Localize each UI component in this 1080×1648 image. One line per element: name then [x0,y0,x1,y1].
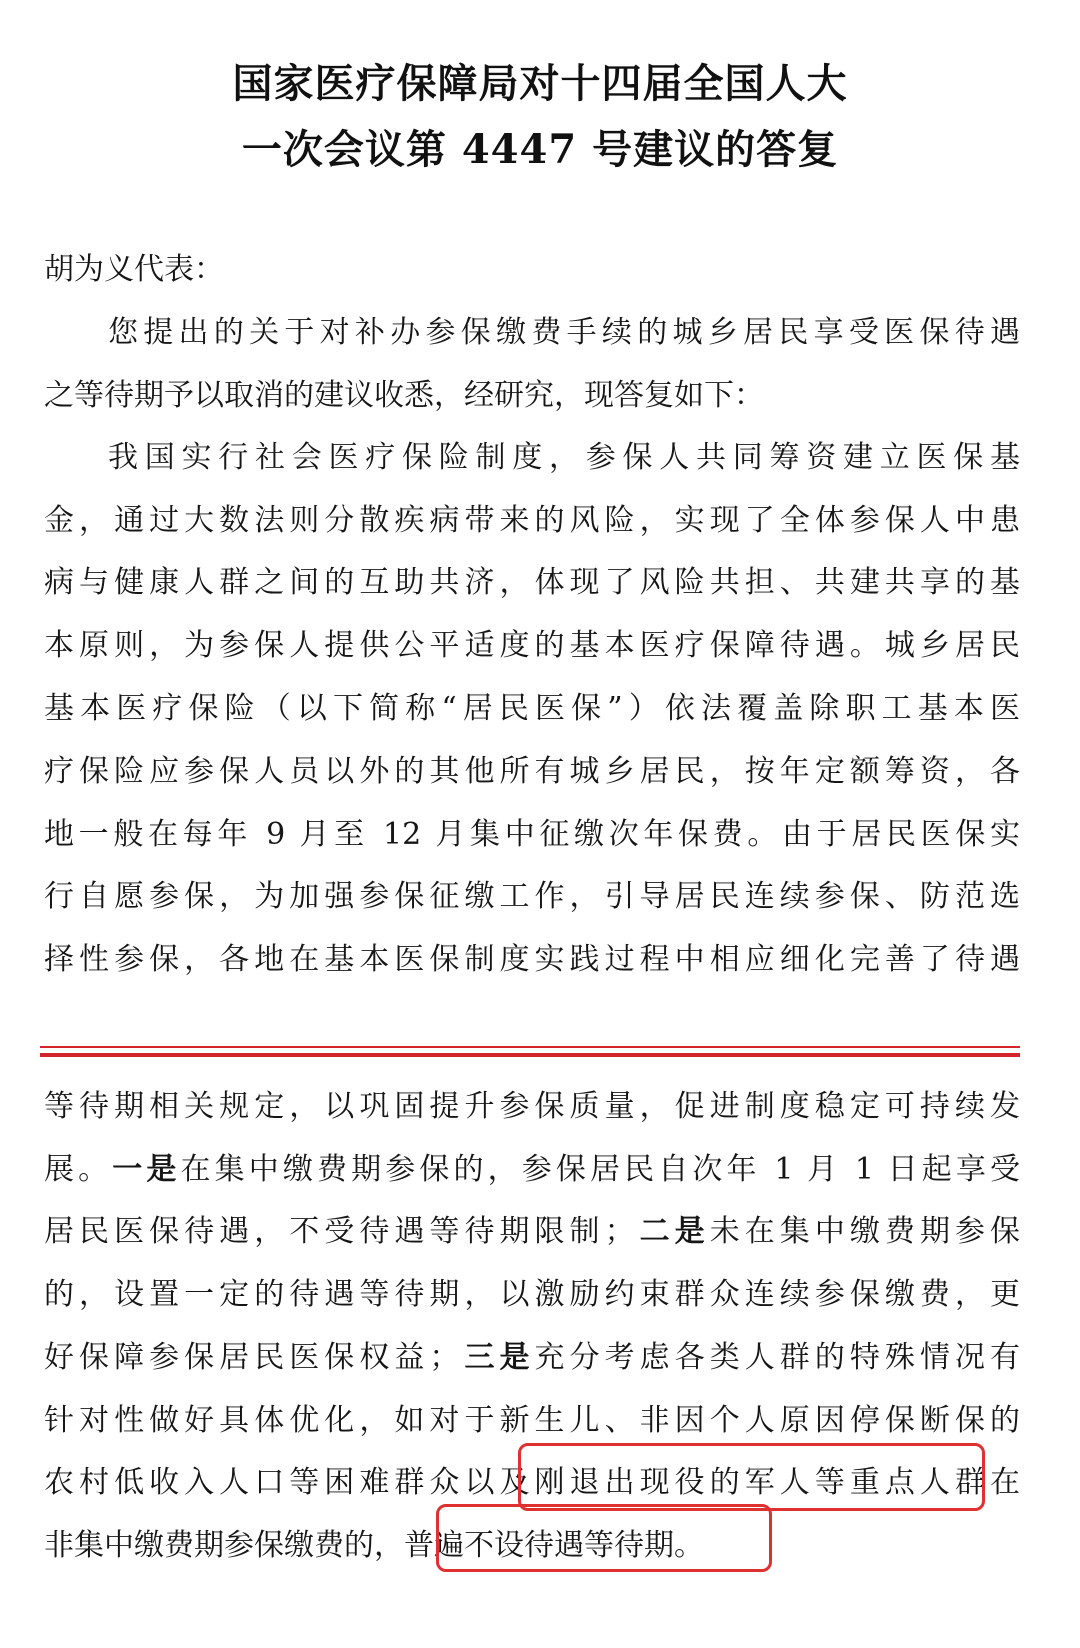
highlight-box-military [518,1443,985,1511]
point-three-label: 三是 [459,1340,535,1375]
text-run: 在集中缴费期参保的，参保居民自次年 1 月 1 日起享受 [180,1152,1020,1187]
body-line: 金，通过大数法则分散疾病带来的风险，实现了全体参保人中患 [44,503,1020,538]
page-divider-thick [40,1053,1020,1057]
body-line [44,1212,1020,1252]
body-line: 等待期相关规定，以巩固提升参保质量，促进制度稳定可持续发 [44,1089,1020,1124]
point-one-label: 一是 [112,1152,181,1187]
body-line: 基本医疗保险（以下简称“居民医保”）依法覆盖除职工基本医 [44,691,1020,726]
body-line: 之等待期予以取消的建议收悉，经研究，现答复如下： [44,378,764,413]
body-line [44,1150,1020,1190]
body-line: 本原则，为参保人提供公平适度的基本医疗保障待遇。城乡居民 [44,628,1020,663]
text-run: 居民医保待遇，不受待遇等待期限制； [44,1214,635,1249]
title-line-2: 一次会议第 4447 号建议的答复 [241,126,839,173]
body-line: 病与健康人群之间的互助共济，体现了风险共担、共建共享的基 [44,565,1020,600]
body-line: 的，设置一定的待遇等待期，以激励约束群众连续参保缴费，更 [44,1277,1020,1312]
body-line: 您提出的关于对补办参保缴费手续的城乡居民享受医保待遇 [108,315,1020,350]
body-line: 农村低收入人口等困难群众以及刚退出现役的军人等重点人群在 [44,1465,1020,1500]
salutation: 胡为义代表： [44,252,224,287]
body-line: 地一般在每年 9 月至 12 月集中征缴次年保费。由于居民医保实 [44,817,1020,852]
highlight-box-no-waiting [436,1504,772,1572]
body-line [44,1338,1020,1378]
text-run: 未在集中缴费期参保 [709,1214,1020,1249]
text-run: 好保障参保居民医保权益； [44,1340,460,1375]
title-line-1: 国家医疗保障局对十四届全国人大 [232,60,848,107]
body-line: 行自愿参保，为加强参保征缴工作，引导居民连续参保、防范选 [44,879,1020,914]
body-line: 非集中缴费期参保缴费的，普遍不设待遇等待期。 [44,1528,704,1563]
body-line: 我国实行社会医疗保险制度，参保人共同筹资建立医保基 [108,440,1020,475]
body-line: 疗保险应参保人员以外的其他所有城乡居民，按年定额筹资，各 [44,754,1020,789]
page-divider-thin [40,1046,1020,1048]
body-line: 择性参保，各地在基本医保制度实践过程中相应细化完善了待遇 [44,942,1020,977]
body-line: 针对性做好具体优化，如对于新生儿、非因个人原因停保断保的 [44,1403,1020,1438]
point-two-label: 二是 [634,1214,710,1249]
text-run: 展。 [44,1152,113,1187]
text-run: 充分考虑各类人群的特殊情况有 [534,1340,1020,1375]
